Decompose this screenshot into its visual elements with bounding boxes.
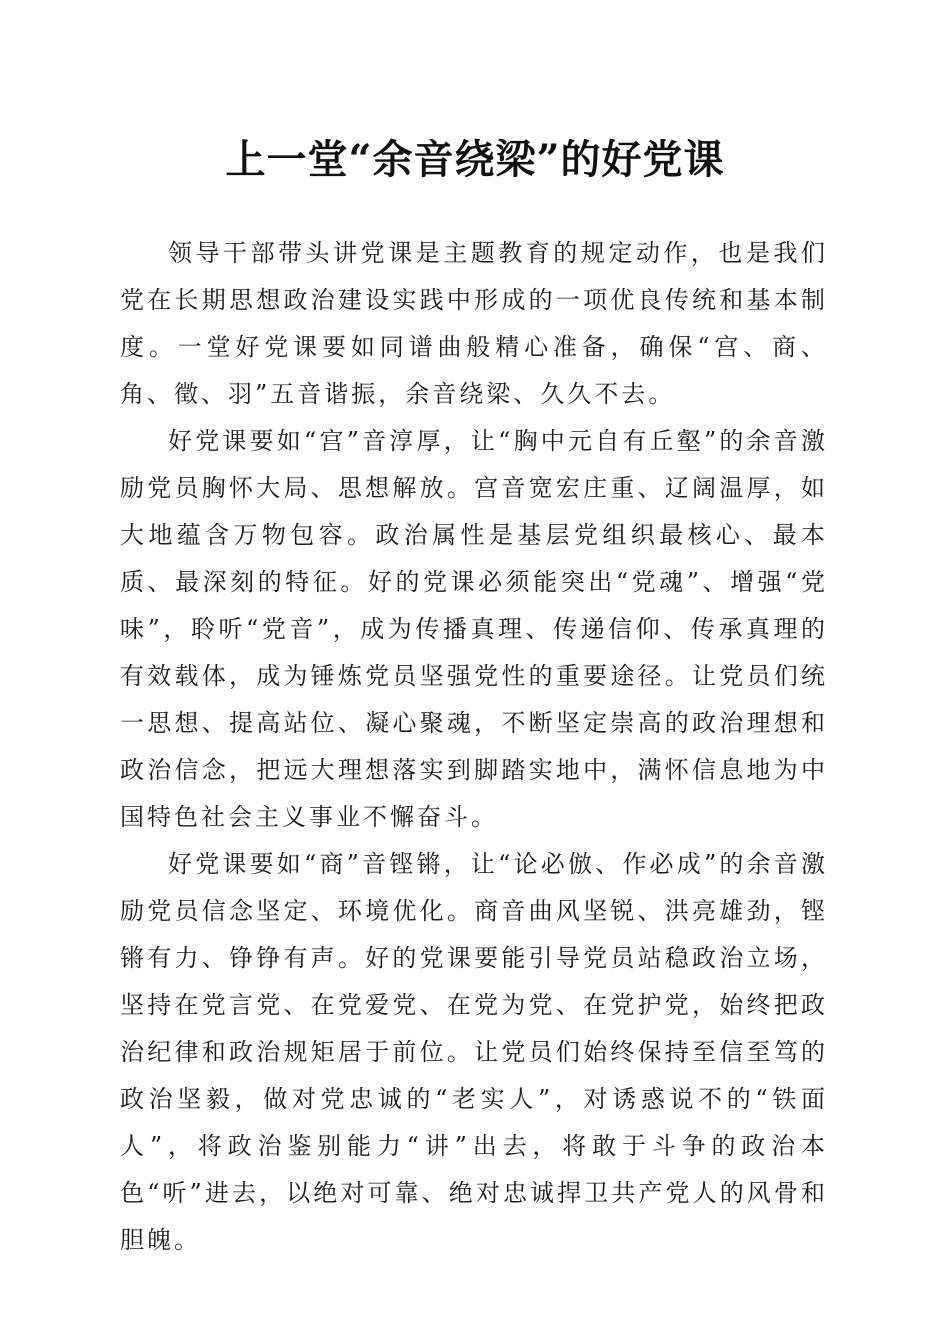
document-body	[120, 230, 828, 1264]
paragraph-shang: 好党课要如“商”音铿锵，让“论必倣、作必成”的余音激励党员信念坚定、环境优化。商音曲风坚锐、洪亮雄劲，铿锵有力、铮铮有声。好的党课要能引导党员站稳政治立场，坚持在党言党、在党爱党、在党为党、在党护党，始终把政治纪律和政治规矩居于前位。让党员们始终保持至信至笃的政治坚毅，做对党忠诚的“老实人”，对诱惑说不的“铁面人”，将政治鉴别能力“讲”出去，将敢于斗争的政治本色“听”进去，以绝对可靠、绝对忠诚捍卫共产党人的风骨和胆魄。	[120, 850, 828, 1254]
paragraph-gong: 好党课要如“宫”音淳厚，让“胸中元自有丘壑”的余音激励党员胸怀大局、思想解放。宫音宽宏庄重、辽阔温厚，如大地蕴含万物包容。政治属性是基层党组织最核心、最本质、最深刻的特征。好的党课必须能突出“党魂”、增强“党味”，聆听“党音”，成为传播真理、传递信仰、传承真理的有效载体，成为锤炼党员坚强党性的重要途径。让党员们统一思想、提高站位、凝心聚魂，不断坚定崇高的政治理想和政治信念，把远大理想落实到脚踏实地中，满怀信息地为中国特色社会主义事业不懈奋斗。	[120, 427, 828, 831]
document-title: 上一堂“余音绕梁”的好党课	[225, 136, 725, 183]
paragraph-intro: 领导干部带头讲党课是主题教育的规定动作，也是我们党在长期思想政治建设实践中形成的一项优良传统和基本制度。一堂好党课要如同谱曲般精心准备，确保“宫、商、角、徵、羽”五音谐振，余音绕梁、久久不去。	[120, 239, 828, 408]
